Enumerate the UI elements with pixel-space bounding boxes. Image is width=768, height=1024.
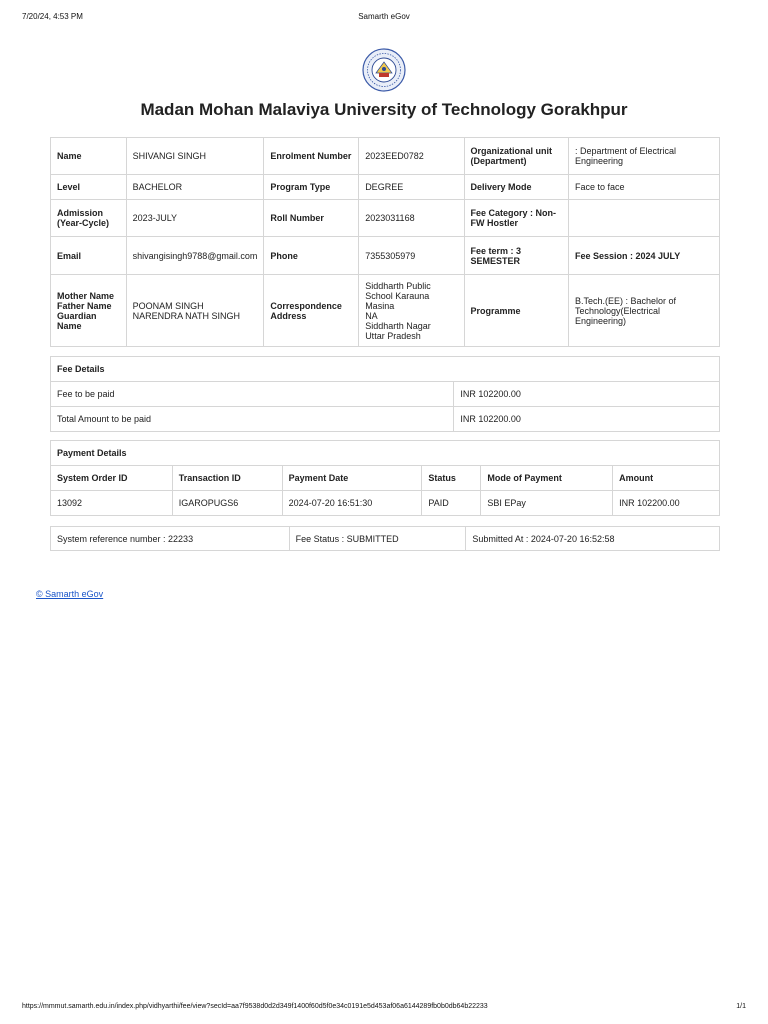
payment-date: 2024-07-20 16:51:30: [282, 491, 422, 516]
system-reference: System reference number : 22233: [51, 527, 290, 551]
samarth-egov-link[interactable]: © Samarth eGov: [36, 589, 104, 599]
programme-value: B.Tech.(EE) : Bachelor of Technology(Electrical Engineering): [568, 275, 719, 347]
transaction-id: IGAROPUGS6: [172, 491, 282, 516]
fee-category-label: Fee Category : Non-FW Hostler: [464, 200, 568, 237]
col-amount: Amount: [613, 466, 720, 491]
student-info-table: [50, 137, 720, 347]
fee-row-value: INR 102200.00: [454, 382, 720, 407]
email-value: shivangisingh9788@gmail.com: [126, 237, 264, 275]
address-line-2: NA: [365, 310, 378, 321]
fee-category-value: [568, 200, 719, 237]
col-status: Status: [422, 466, 481, 491]
col-system-order-id: System Order ID: [51, 466, 173, 491]
admission-value: 2023-JULY: [126, 200, 264, 237]
father-name: NARENDRA NATH SINGH: [132, 310, 241, 321]
fee-term-label: Fee term : 3 SEMESTER: [464, 237, 568, 275]
program-type-value: DEGREE: [359, 175, 464, 200]
print-datetime: 7/20/24, 4:53 PM: [22, 12, 83, 21]
level-label: Level: [51, 175, 127, 200]
col-mode-of-payment: Mode of Payment: [481, 466, 613, 491]
table-row: [51, 407, 720, 432]
system-order-id: 13092: [51, 491, 173, 516]
name-label: Name: [51, 138, 127, 175]
mother-name: POONAM SINGH: [132, 300, 204, 311]
payment-status: PAID: [422, 491, 481, 516]
org-unit-value: : Department of Electrical Engineering: [568, 138, 719, 175]
address-line-3: Siddharth Nagar: [365, 320, 431, 331]
email-label: Email: [51, 237, 127, 275]
reference-table: [50, 526, 720, 551]
university-logo-icon: [362, 48, 406, 92]
fee-details-table: [50, 356, 720, 432]
payment-amount: INR 102200.00: [613, 491, 720, 516]
roll-label: Roll Number: [264, 200, 359, 237]
page-number: 1/1: [736, 1003, 746, 1010]
parents-value: [126, 275, 264, 347]
mother-name-label: Mother Name: [57, 290, 115, 301]
enrolment-label: Enrolment Number: [264, 138, 359, 175]
org-unit-label: Organizational unit (Department): [464, 138, 568, 175]
delivery-mode-value: Face to face: [568, 175, 719, 200]
col-transaction-id: Transaction ID: [172, 466, 282, 491]
fee-row-label: Total Amount to be paid: [51, 407, 454, 432]
roll-value: 2023031168: [359, 200, 464, 237]
payment-details-heading: Payment Details: [51, 441, 720, 466]
fee-status: Fee Status : SUBMITTED: [289, 527, 466, 551]
fee-details-heading: Fee Details: [51, 357, 720, 382]
university-title: Madan Mohan Malaviya University of Technology Gorakhpur: [140, 100, 628, 119]
print-title: Samarth eGov: [358, 12, 410, 21]
admission-label: Admission (Year-Cycle): [51, 200, 127, 237]
delivery-mode-label: Delivery Mode: [464, 175, 568, 200]
address-line-4: Uttar Pradesh: [365, 330, 421, 341]
parents-label: [51, 275, 127, 347]
fee-session-label: Fee Session : 2024 JULY: [568, 237, 719, 275]
table-row: [51, 382, 720, 407]
level-value: BACHELOR: [126, 175, 264, 200]
phone-value: 7355305979: [359, 237, 464, 275]
program-type-label: Program Type: [264, 175, 359, 200]
col-payment-date: Payment Date: [282, 466, 422, 491]
payment-details-table: [50, 440, 720, 516]
programme-label: Programme: [464, 275, 568, 347]
payment-header-row: [51, 466, 720, 491]
address-value: [359, 275, 464, 347]
guardian-name-label: Guardian Name: [57, 310, 97, 331]
page-url: https://mmmut.samarth.edu.in/index.php/vidhyarthi/fee/view?secId=aa7f9538d0d2d349f1400f60d5f0e34c0191e5d453af06a6144289fb0b0db64b22233: [22, 1003, 488, 1010]
table-row: [51, 491, 720, 516]
enrolment-value: 2023EED0782: [359, 138, 464, 175]
fee-row-label: Fee to be paid: [51, 382, 454, 407]
address-label: Correspondence Address: [264, 275, 359, 347]
submitted-at: Submitted At : 2024-07-20 16:52:58: [466, 527, 720, 551]
address-line-1: Siddharth Public School Karauna Masina: [365, 280, 431, 311]
fee-row-value: INR 102200.00: [454, 407, 720, 432]
name-value: SHIVANGI SINGH: [126, 138, 264, 175]
mode-of-payment: SBI EPay: [481, 491, 613, 516]
father-name-label: Father Name: [57, 300, 112, 311]
phone-label: Phone: [264, 237, 359, 275]
